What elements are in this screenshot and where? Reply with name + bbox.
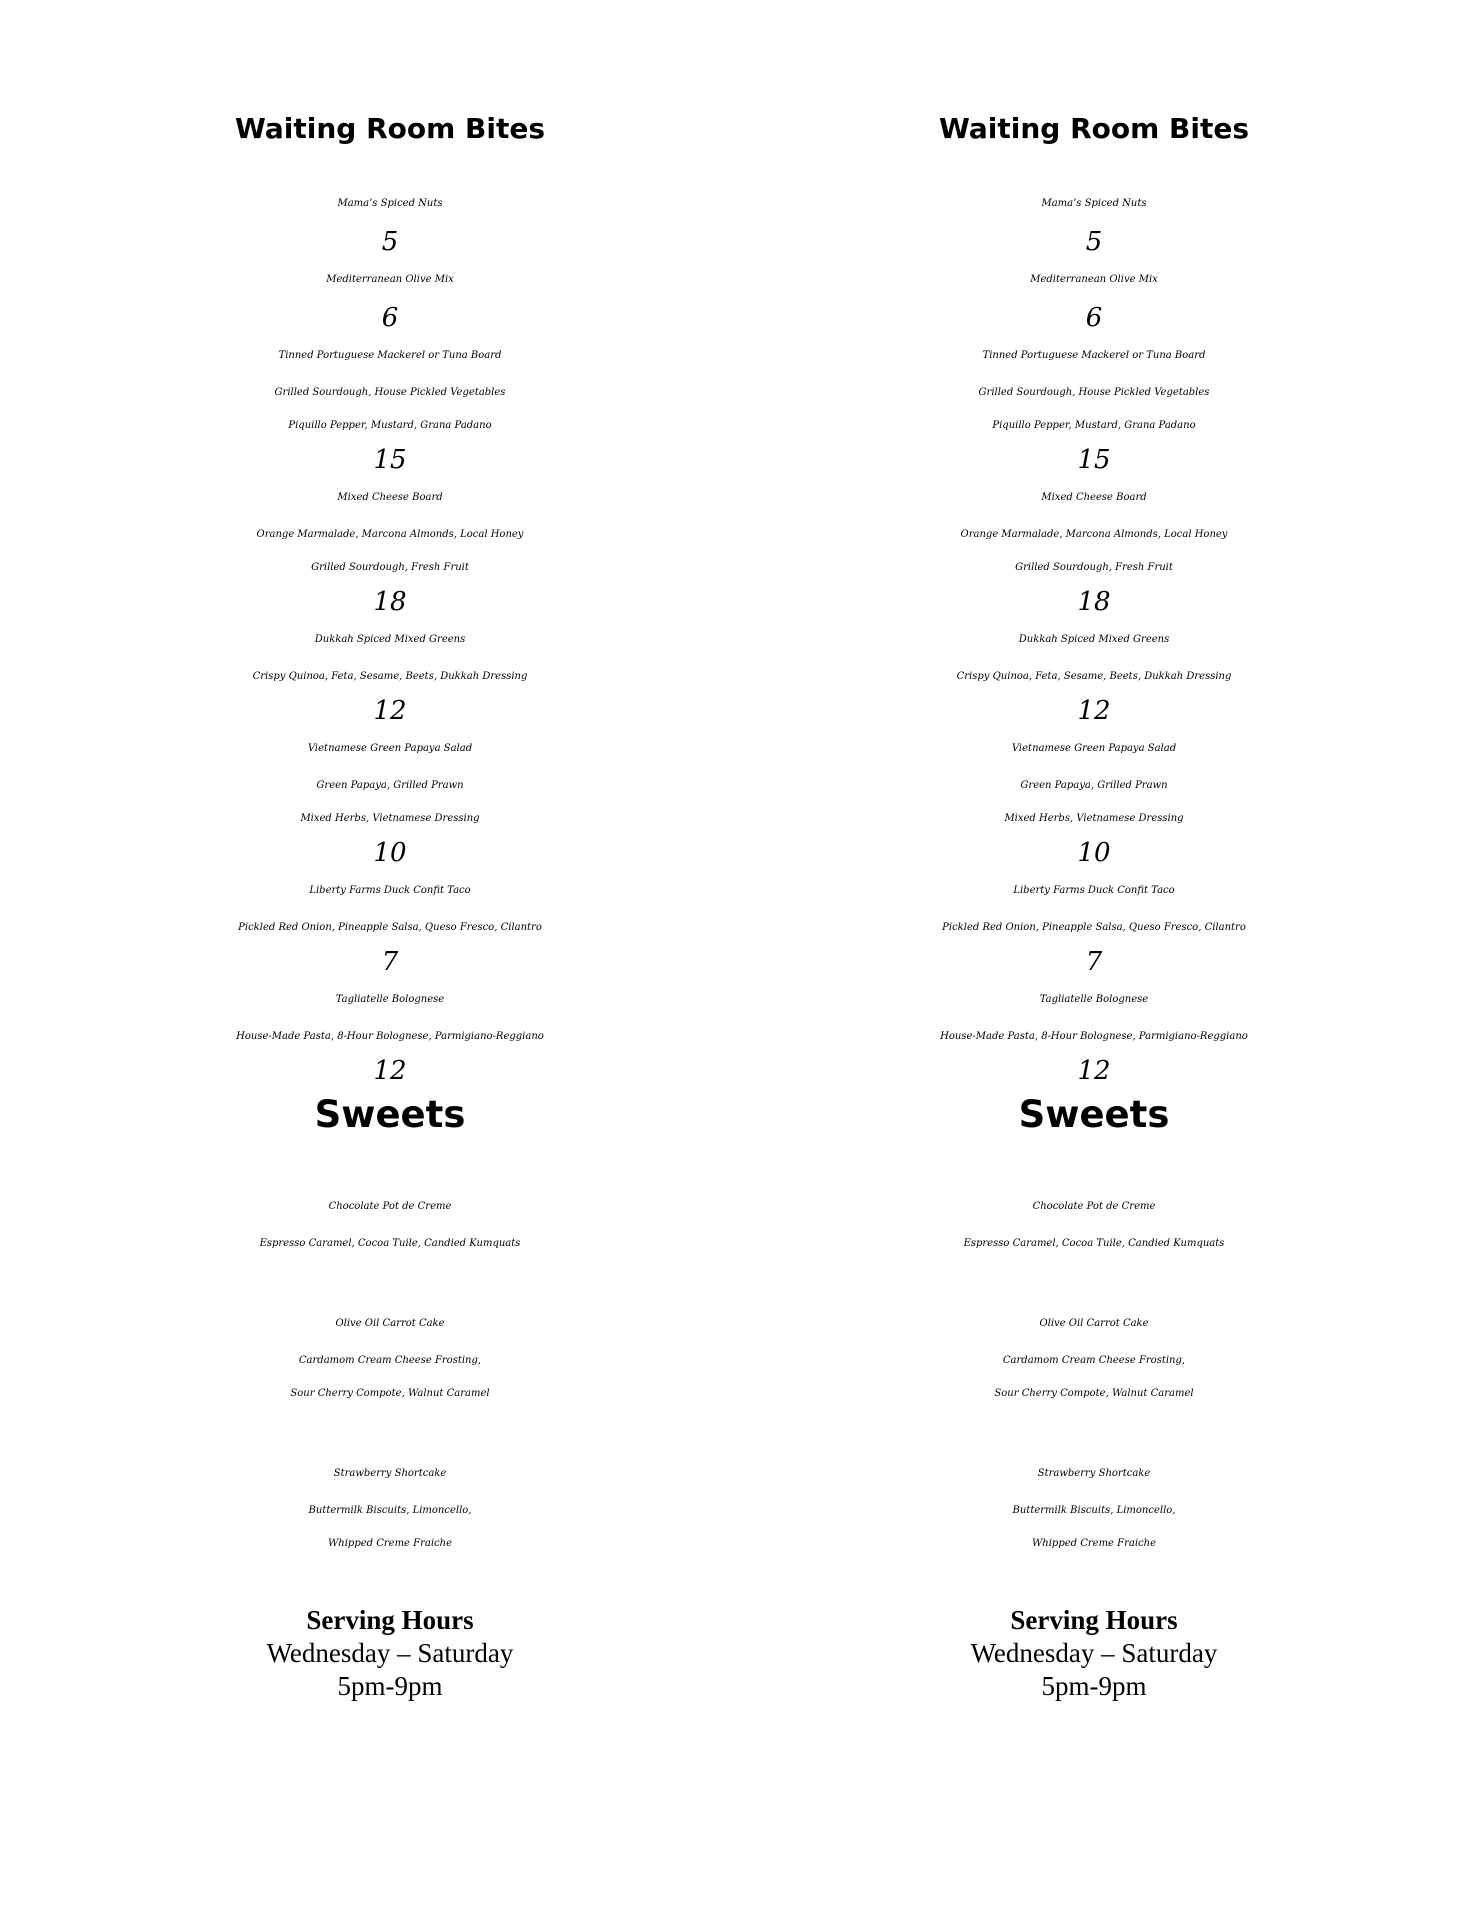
serving-hours-title: Serving Hours — [306, 1605, 474, 1635]
sweet-description: Whipped Creme Fraiche — [1032, 1538, 1156, 1549]
sweets-list — [744, 1187, 1444, 1560]
item-description: Orange Marmalade, Marcona Almonds, Local Honey — [960, 529, 1228, 540]
sweet-name: Strawberry Shortcake — [333, 1468, 447, 1479]
item-name: Dukkah Spiced Mixed Greens — [1018, 634, 1170, 645]
item-name: Mama’s Spiced Nuts — [1041, 198, 1147, 209]
serving-hours-title: Serving Hours — [1010, 1605, 1178, 1635]
item-name: Mixed Cheese Board — [337, 492, 443, 503]
sweet-name: Chocolate Pot de Creme — [1032, 1201, 1156, 1212]
sweet-item — [744, 1454, 1444, 1560]
menu-item — [744, 478, 1444, 620]
item-price: 18 — [1077, 587, 1111, 617]
item-description: Orange Marmalade, Marcona Almonds, Local Honey — [256, 529, 524, 540]
item-name: Tagliatelle Bolognese — [1039, 994, 1149, 1005]
menu-item — [40, 336, 740, 478]
item-description: Green Papaya, Grilled Prawn — [316, 780, 464, 791]
item-price: 6 — [1085, 303, 1103, 333]
menu-item — [40, 184, 740, 260]
serving-hours — [40, 1604, 740, 1703]
menu-item — [40, 980, 740, 1089]
sweet-item — [744, 1304, 1444, 1410]
menu-item — [40, 260, 740, 336]
serving-time: 5pm-9pm — [1041, 1671, 1147, 1701]
sweet-description: Whipped Creme Fraiche — [328, 1538, 452, 1549]
item-description: Mixed Herbs, Vietnamese Dressing — [300, 813, 480, 824]
sweet-item — [40, 1304, 740, 1410]
item-price: 10 — [1077, 838, 1111, 868]
menu-item — [744, 871, 1444, 980]
menu-column-right — [744, 0, 1444, 1703]
menu-item — [40, 620, 740, 729]
sweet-name: Chocolate Pot de Creme — [328, 1201, 452, 1212]
sweet-description: Cardamom Cream Cheese Frosting, — [298, 1355, 482, 1366]
item-price: 12 — [1077, 696, 1111, 726]
menu-item — [40, 729, 740, 871]
item-description: Grilled Sourdough, House Pickled Vegetables — [274, 387, 506, 398]
item-description: Mixed Herbs, Vietnamese Dressing — [1004, 813, 1184, 824]
item-name: Liberty Farms Duck Confit Taco — [1013, 885, 1175, 896]
sweets-heading: Sweets — [314, 1093, 466, 1136]
menu-item — [744, 260, 1444, 336]
item-price: 12 — [373, 696, 407, 726]
item-price: 7 — [381, 947, 399, 977]
sweet-description: Sour Cherry Compote, Walnut Caramel — [290, 1388, 490, 1399]
item-name: Mixed Cheese Board — [1041, 492, 1147, 503]
item-price: 15 — [373, 445, 407, 475]
menu-item — [40, 478, 740, 620]
item-description: Crispy Quinoa, Feta, Sesame, Beets, Dukkah Dressing — [252, 671, 528, 682]
sweet-item — [40, 1187, 740, 1260]
serving-days: Wednesday – Saturday — [970, 1638, 1218, 1668]
menu-item — [744, 729, 1444, 871]
item-name: Liberty Farms Duck Confit Taco — [309, 885, 471, 896]
menu-item — [744, 620, 1444, 729]
sweet-description: Buttermilk Biscuits, Limoncello, — [1012, 1505, 1176, 1516]
menu-item — [40, 871, 740, 980]
item-description: Pickled Red Onion, Pineapple Salsa, Queso Fresco, Cilantro — [942, 922, 1246, 933]
item-description: Grilled Sourdough, Fresh Fruit — [311, 562, 469, 573]
sweet-description: Buttermilk Biscuits, Limoncello, — [308, 1505, 472, 1516]
menu-title: Waiting Room Bites — [234, 112, 546, 145]
item-price: 5 — [1085, 227, 1103, 257]
item-price: 6 — [381, 303, 399, 333]
sweet-name: Olive Oil Carrot Cake — [1039, 1318, 1149, 1329]
sweet-description: Sour Cherry Compote, Walnut Caramel — [994, 1388, 1194, 1399]
item-description: Piquillo Pepper, Mustard, Grana Padano — [992, 420, 1196, 431]
item-price: 12 — [1077, 1056, 1111, 1086]
sweet-item — [744, 1187, 1444, 1260]
item-name: Tinned Portuguese Mackerel or Tuna Board — [982, 350, 1206, 361]
item-description: Grilled Sourdough, House Pickled Vegetables — [978, 387, 1210, 398]
item-description: Crispy Quinoa, Feta, Sesame, Beets, Dukkah Dressing — [956, 671, 1232, 682]
sweet-description: Espresso Caramel, Cocoa Tuile, Candied Kumquats — [259, 1238, 521, 1249]
sweet-name: Strawberry Shortcake — [1037, 1468, 1151, 1479]
sweets-heading: Sweets — [1018, 1093, 1170, 1136]
menu-title: Waiting Room Bites — [938, 112, 1250, 145]
item-price: 15 — [1077, 445, 1111, 475]
bites-list — [40, 184, 740, 1089]
sweet-item — [40, 1454, 740, 1560]
menu-item — [744, 184, 1444, 260]
serving-days: Wednesday – Saturday — [266, 1638, 514, 1668]
item-name: Mediterranean Olive Mix — [1030, 274, 1158, 285]
item-name: Mama’s Spiced Nuts — [337, 198, 443, 209]
item-description: House-Made Pasta, 8-Hour Bolognese, Parmigiano-Reggiano — [236, 1031, 544, 1042]
item-description: Piquillo Pepper, Mustard, Grana Padano — [288, 420, 492, 431]
item-name: Dukkah Spiced Mixed Greens — [314, 634, 466, 645]
item-price: 5 — [381, 227, 399, 257]
item-name: Vietnamese Green Papaya Salad — [1011, 743, 1177, 754]
item-price: 7 — [1085, 947, 1103, 977]
sweets-list — [40, 1187, 740, 1560]
menu-item — [744, 980, 1444, 1089]
sweet-description: Cardamom Cream Cheese Frosting, — [1002, 1355, 1186, 1366]
item-price: 12 — [373, 1056, 407, 1086]
item-price: 18 — [373, 587, 407, 617]
menu-column-left — [40, 0, 740, 1703]
item-description: Green Papaya, Grilled Prawn — [1020, 780, 1168, 791]
item-name: Vietnamese Green Papaya Salad — [307, 743, 473, 754]
serving-hours — [744, 1604, 1444, 1703]
sweet-name: Olive Oil Carrot Cake — [335, 1318, 445, 1329]
item-description: Pickled Red Onion, Pineapple Salsa, Queso Fresco, Cilantro — [238, 922, 542, 933]
item-price: 10 — [373, 838, 407, 868]
item-name: Tinned Portuguese Mackerel or Tuna Board — [278, 350, 502, 361]
menu-item — [744, 336, 1444, 478]
item-description: House-Made Pasta, 8-Hour Bolognese, Parmigiano-Reggiano — [940, 1031, 1248, 1042]
bites-list — [744, 184, 1444, 1089]
serving-time: 5pm-9pm — [337, 1671, 443, 1701]
item-name: Mediterranean Olive Mix — [326, 274, 454, 285]
item-description: Grilled Sourdough, Fresh Fruit — [1015, 562, 1173, 573]
item-name: Tagliatelle Bolognese — [335, 994, 445, 1005]
sweet-description: Espresso Caramel, Cocoa Tuile, Candied Kumquats — [963, 1238, 1225, 1249]
